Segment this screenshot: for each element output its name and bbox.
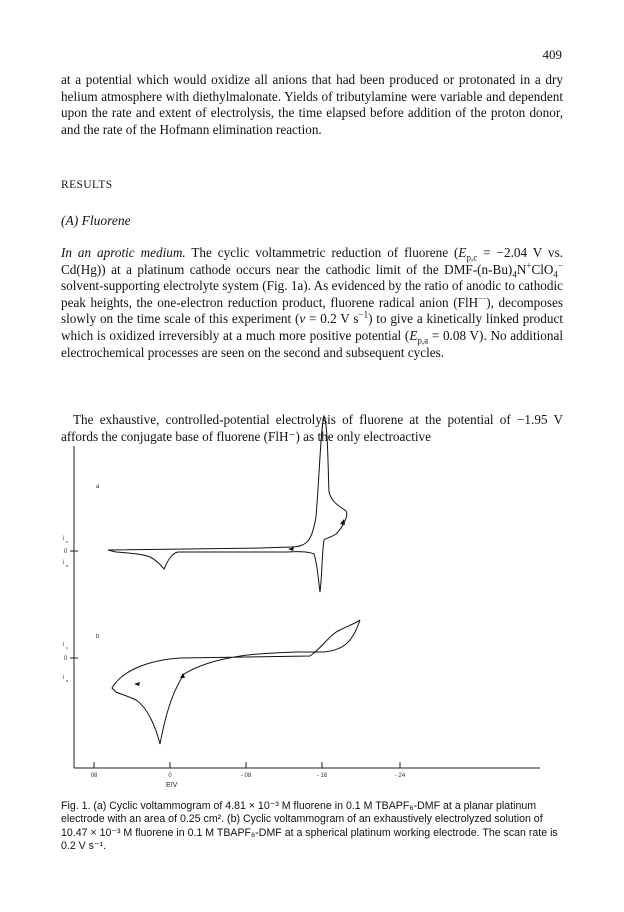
symbol-e: E bbox=[458, 245, 467, 260]
symbol-v: v bbox=[299, 311, 306, 327]
superscript: − bbox=[557, 260, 563, 271]
zero-label-a: 0 bbox=[64, 549, 68, 555]
section-heading: RESULTS bbox=[61, 179, 113, 191]
superscript: −· bbox=[478, 293, 487, 304]
paragraph-electrolysis: The exhaustive, controlled-potential electrolysis of fluorene at the potential of −1.95 V affords the conjugate base of fluorene (FlH⁻) as the only electroactive bbox=[61, 412, 563, 444]
x-tick-label: - 16 bbox=[316, 773, 328, 779]
panel-b-label: b bbox=[96, 634, 100, 640]
panel-a-label: a bbox=[96, 484, 100, 490]
y-label-sub: c bbox=[66, 645, 68, 650]
text-run: The cyclic voltammetric reduction of fluorene ( bbox=[185, 245, 459, 260]
zero-label-b: 0 bbox=[64, 656, 68, 662]
arrow-marker bbox=[288, 547, 294, 551]
subsection-heading: (A) Fluorene bbox=[61, 213, 131, 228]
y-label-anodic: i bbox=[63, 675, 65, 681]
x-axis-label: E/V bbox=[166, 782, 178, 789]
superscript: + bbox=[526, 260, 532, 271]
text-run: solvent-supporting electrolyte system (Fig. 1a). As evidenced by the ratio of anodic to cathodic peak heights, the one-electron reduction product, fluorene radical anion (FlH bbox=[61, 278, 563, 310]
page-number: 409 bbox=[542, 47, 562, 62]
arrow-marker bbox=[340, 519, 345, 525]
x-tick-label: - 08 bbox=[240, 773, 252, 779]
subscript: 4 bbox=[553, 269, 558, 280]
text-run: = −2.04 V vs. Cd(Hg)) at a platinum cathode occurs near the cathodic limit of the DMF-(n-Bu) bbox=[61, 245, 563, 277]
intro-paragraph: at a potential which would oxidize all anions that had been produced or protonated in a dry helium atmosphere with diethylmalonate. Yields of tributylamine were variable and dependent upon the rate and extent of electrolysis, the time elapsed before addition of the proton donor, and the rate of the Hofmann elimination reaction. bbox=[61, 72, 563, 137]
superscript: −1 bbox=[358, 309, 369, 320]
text-run: ClO bbox=[531, 261, 554, 277]
text-run: N bbox=[516, 261, 527, 277]
subscript: 4 bbox=[512, 269, 517, 280]
y-label-sub: a bbox=[66, 678, 69, 683]
y-label-sub: c bbox=[66, 539, 68, 544]
paragraph-lead: In an aprotic medium. bbox=[61, 245, 186, 260]
y-label-cathodic: i bbox=[63, 536, 65, 542]
x-tick-label: - 24 bbox=[394, 773, 406, 779]
y-label-cathodic: i bbox=[63, 642, 65, 648]
x-ticks bbox=[94, 762, 400, 768]
subscript: p,a bbox=[417, 335, 429, 346]
paragraph-aprotic bbox=[61, 245, 563, 361]
text-run: ) to give a kinetically linked product which is oxidized irreversibly at a much more positive potential ( bbox=[61, 311, 563, 343]
x-tick-label: 08 bbox=[90, 773, 98, 779]
text-run: = 0.2 V s bbox=[305, 311, 359, 327]
text-run: = 0.08 V). No additional electrochemical processes are seen on the second and subsequent cycles. bbox=[61, 327, 564, 360]
cyclic-voltammogram-figure bbox=[60, 412, 560, 792]
voltammogram-curve-a bbox=[108, 416, 347, 592]
figure-caption: Fig. 1. (a) Cyclic voltammogram of 4.81 × 10⁻³ M fluorene in 0.1 M TBAPF₆-DMF at a planar platinum electrode with an area of 0.25 cm². (b) Cyclic voltammogram of an exhaustively electrolyzed solution of 10.47 × 10⁻³ M fluorene in 0.1 M TBAPF₆-DMF at a spherical platinum working electrode. The scan rate is 0.2 V s⁻¹. bbox=[61, 800, 558, 853]
x-tick-label: 0 bbox=[168, 773, 172, 779]
subscript: p,c bbox=[466, 252, 478, 263]
y-label-sub: a bbox=[66, 563, 69, 568]
symbol-e: E bbox=[409, 327, 418, 343]
voltammogram-curve-b bbox=[112, 620, 360, 744]
text-run: ), decomposes slowly on the time scale of this experiment ( bbox=[61, 294, 563, 327]
y-label-anodic: i bbox=[63, 560, 65, 566]
arrow-marker bbox=[134, 682, 140, 686]
